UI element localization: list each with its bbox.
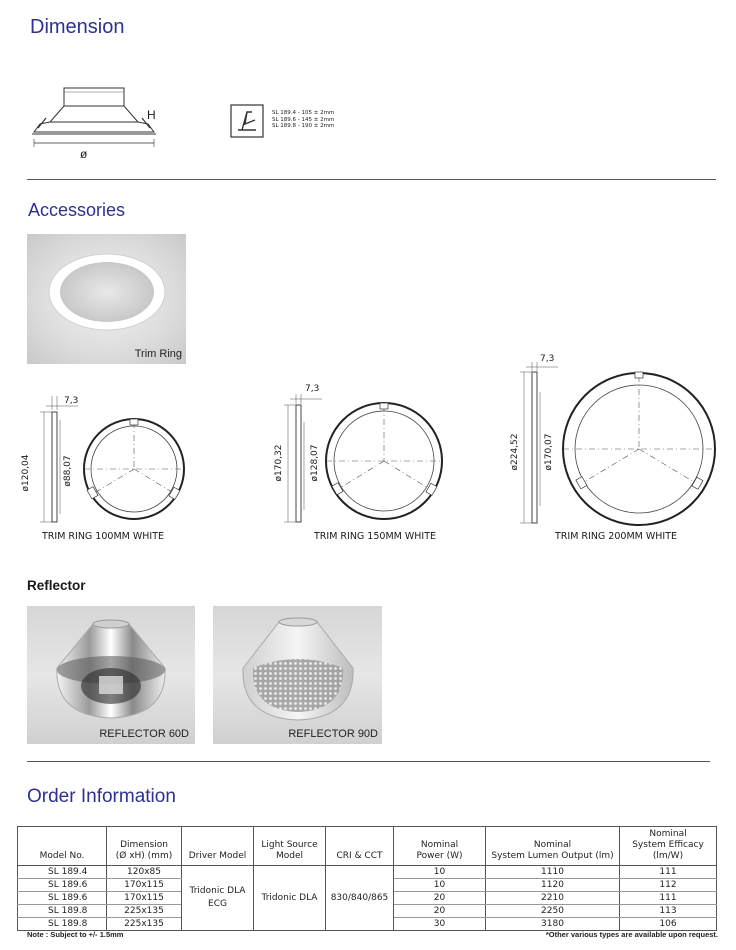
note-right: *Other various types are available upon request. xyxy=(545,930,718,939)
reflector-90d-photo xyxy=(213,606,382,744)
cell-model: SL 189.8 xyxy=(18,918,107,931)
cell-model: SL 189.8 xyxy=(18,905,107,918)
trim-ring-100-caption: TRIM RING 100MM WHITE xyxy=(42,531,165,542)
cell-power: 20 xyxy=(394,892,486,905)
cell-lumen: 1110 xyxy=(486,866,620,879)
cell-lumen: 2250 xyxy=(486,905,620,918)
header-text: System Efficacy (lm/W) xyxy=(632,840,704,861)
header-text: Light Source xyxy=(261,840,318,850)
trim-ring-200-outer-label: ø224,52 xyxy=(510,433,520,471)
cell-cri: 830/840/865 xyxy=(326,866,394,931)
reflector-60d-photo xyxy=(27,606,195,744)
header-text: Nominal xyxy=(533,840,572,850)
header-text: Model No. xyxy=(39,851,85,861)
accessories-heading: Accessories xyxy=(28,200,126,220)
cell-lumen: 1120 xyxy=(486,879,620,892)
header-text: (Ø xH) (mm) xyxy=(115,851,173,861)
cell-power: 10 xyxy=(394,879,486,892)
cell-efficacy: 112 xyxy=(620,879,717,892)
cell-power: 20 xyxy=(394,905,486,918)
header-model xyxy=(18,827,107,866)
cell-efficacy: 111 xyxy=(620,866,717,879)
trim-ring-100-drawing xyxy=(26,392,196,528)
trim-ring-200-width-label: 7,3 xyxy=(540,354,555,364)
header-text: System Lumen Output (lm) xyxy=(491,851,614,861)
header-driver xyxy=(182,827,254,866)
cell-dimension: 170x115 xyxy=(107,879,182,892)
header-light-source xyxy=(254,827,326,866)
trim-ring-150-outer-label: ø170,32 xyxy=(274,444,284,482)
trim-ring-image xyxy=(27,234,186,364)
cell-dimension: 225x135 xyxy=(107,918,182,931)
cell-dimension: 170x115 xyxy=(107,892,182,905)
header-text: CRI & CCT xyxy=(336,851,383,861)
order-table xyxy=(17,826,717,931)
trim-ring-100-width-label: 7,3 xyxy=(64,396,79,406)
header-text: Driver Model xyxy=(188,851,247,861)
cell-power: 30 xyxy=(394,918,486,931)
diameter-label: ø xyxy=(80,147,88,161)
driver-line: ECG xyxy=(208,899,227,909)
reflector-60d-caption: REFLECTOR 60D xyxy=(99,728,189,740)
cell-dimension: 225x135 xyxy=(107,905,182,918)
header-text: Power (W) xyxy=(416,851,463,861)
header-dimension xyxy=(107,827,182,866)
reflector-heading: Reflector xyxy=(27,578,86,593)
header-power xyxy=(394,827,486,866)
cell-dimension: 120x85 xyxy=(107,866,182,879)
header-text: Nominal xyxy=(649,829,687,839)
cell-efficacy: 111 xyxy=(620,892,717,905)
trim-ring-200-drawing xyxy=(506,362,732,528)
order-heading: Order Information xyxy=(27,786,176,807)
dimension-heading: Dimension xyxy=(30,16,125,38)
divider xyxy=(27,761,710,762)
header-text: Dimension xyxy=(120,840,168,850)
cell-power: 10 xyxy=(394,866,486,879)
cutout-spec-line: SL 189.4 - 105 ± 2mm xyxy=(272,110,335,116)
header-text: Nominal xyxy=(420,840,459,850)
cell-lumen: 2210 xyxy=(486,892,620,905)
trim-ring-150-width-label: 7,3 xyxy=(305,384,320,394)
header-efficacy xyxy=(620,827,717,866)
trim-ring-100-inner-label: ø88,07 xyxy=(63,455,73,487)
cell-model: SL 189.6 xyxy=(18,879,107,892)
cell-efficacy: 106 xyxy=(620,918,717,931)
trim-ring-photo xyxy=(27,234,186,364)
cutout-icon xyxy=(230,104,264,138)
reflector-90d-caption: REFLECTOR 90D xyxy=(288,728,378,740)
note-left: Note : Subject to +/- 1.5mm xyxy=(27,930,124,939)
trim-ring-150-drawing xyxy=(270,392,450,528)
trim-ring-200-caption: TRIM RING 200MM WHITE xyxy=(555,531,678,542)
cell-model: SL 189.4 xyxy=(18,866,107,879)
trim-ring-100-outer-label: ø120,04 xyxy=(21,454,31,492)
header-cri xyxy=(326,827,394,866)
cutout-specs xyxy=(272,110,334,130)
trim-ring-150-inner-label: ø128,07 xyxy=(310,444,320,482)
cell-light-source: Tridonic DLA xyxy=(254,866,326,931)
cell-driver xyxy=(182,866,254,931)
trim-ring-200-inner-label: ø170,07 xyxy=(544,433,554,471)
table-header-row xyxy=(18,827,717,866)
cutout-spec-line: SL 189.8 - 190 ± 2mm xyxy=(272,123,335,129)
trim-ring-caption: Trim Ring xyxy=(134,348,182,360)
reflector-90d-image xyxy=(213,606,382,744)
reflector-60d-image xyxy=(27,606,195,744)
cutout-spec-line: SL 189.6 - 145 ± 2mm xyxy=(272,116,335,123)
trim-ring-150-caption: TRIM RING 150MM WHITE xyxy=(314,531,437,542)
header-text: Model xyxy=(275,851,304,861)
divider xyxy=(27,179,716,180)
cell-lumen: 3180 xyxy=(486,918,620,931)
cell-efficacy: 113 xyxy=(620,905,717,918)
dimension-drawing xyxy=(28,80,178,165)
header-lumen xyxy=(486,827,620,866)
table-row xyxy=(18,866,717,879)
driver-line: Tridonic DLA xyxy=(189,886,246,896)
cell-model: SL 189.6 xyxy=(18,892,107,905)
height-label: H xyxy=(147,108,156,122)
